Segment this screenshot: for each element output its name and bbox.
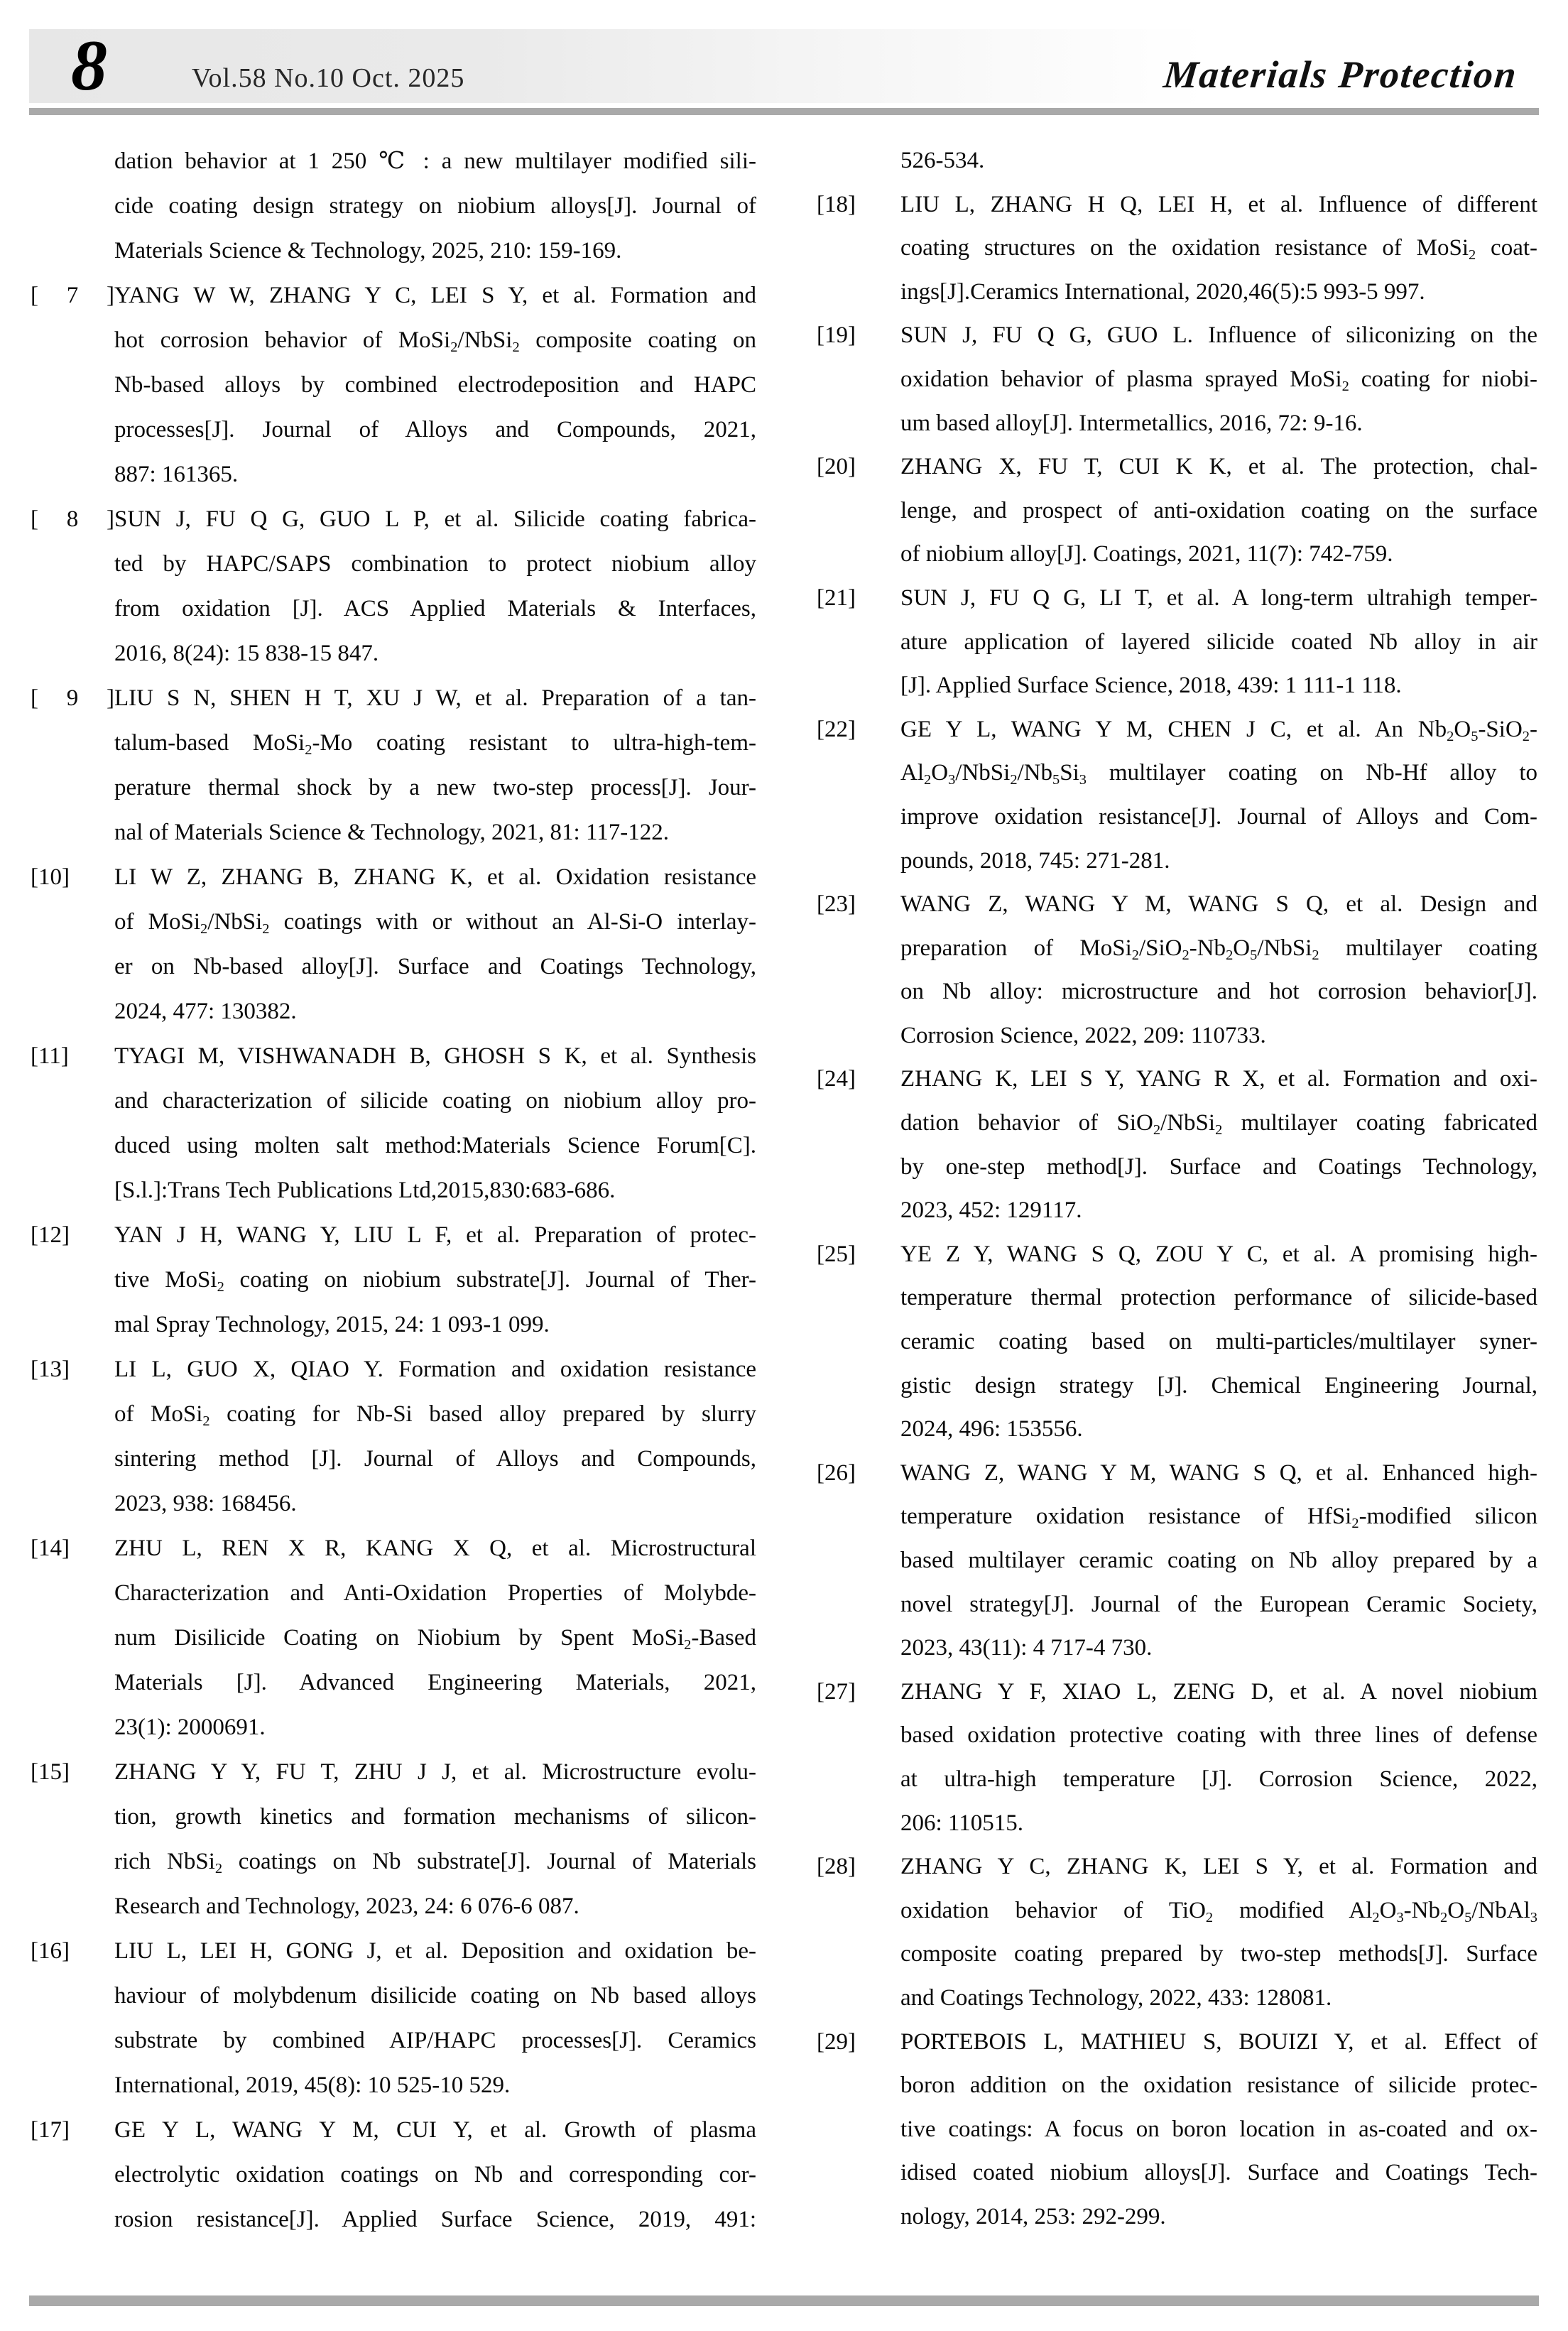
reference-line bbox=[817, 1146, 1537, 1190]
reference-number: [12] bbox=[31, 1222, 70, 1248]
reference-line bbox=[817, 1233, 1537, 1277]
reference-number: [20] bbox=[817, 454, 856, 480]
reference-number: [16] bbox=[31, 1938, 70, 1964]
reference-text: LIU S N, SHEN H T, XU J W, et al. Preparation of a tan- bbox=[114, 685, 756, 711]
reference-line bbox=[31, 497, 756, 542]
reference-text: of MoSi$_2$ coating for Nb-Si based alloy prepared by slurry bbox=[114, 1401, 756, 1430]
reference-number: [26] bbox=[817, 1460, 856, 1486]
reference-text: pounds, 2018, 745: 271-281. bbox=[900, 847, 1170, 874]
reference-line bbox=[817, 1014, 1537, 1058]
reference-line bbox=[31, 452, 756, 497]
reference-line bbox=[817, 708, 1537, 752]
reference-line bbox=[31, 1213, 756, 1258]
reference-text: composite coating prepared by two-step methods[J]. Surface bbox=[900, 1941, 1537, 1967]
reference-line bbox=[31, 1437, 756, 1482]
reference-number: [19] bbox=[817, 322, 856, 349]
reference-line bbox=[31, 1571, 756, 1616]
reference-text: duced using molten salt method:Materials Science Forum[C]. bbox=[114, 1133, 756, 1158]
reference-line bbox=[31, 1392, 756, 1437]
reference-line bbox=[817, 2195, 1537, 2239]
reference-text: oxidation behavior of plasma sprayed MoSi$_2$ coating for niobi- bbox=[900, 366, 1537, 395]
reference-line bbox=[31, 1347, 756, 1392]
reference-text: ZHANG Y Y, FU T, ZHU J J, et al. Microstructure evolu- bbox=[114, 1759, 756, 1785]
reference-text: and characterization of silicide coating on niobium alloy pro- bbox=[114, 1088, 756, 1114]
reference-line bbox=[31, 229, 756, 273]
reference-text: Materials [J]. Advanced Engineering Materials, 2021, bbox=[114, 1670, 756, 1695]
reference-line bbox=[817, 1320, 1537, 1364]
reference-text: ature application of layered silicide coated Nb alloy in air bbox=[900, 629, 1537, 655]
reference-text: ZHANG X, FU T, CUI K K, et al. The protection, chal- bbox=[900, 454, 1537, 480]
reference-line bbox=[817, 402, 1537, 446]
reference-text: LI W Z, ZHANG B, ZHANG K, et al. Oxidation resistance bbox=[114, 864, 756, 890]
reference-text: tion, growth kinetics and formation mechanisms of silicon- bbox=[114, 1804, 756, 1830]
reference-text: haviour of molybdenum disilicide coating on Nb based alloys bbox=[114, 1983, 756, 2009]
reference-line bbox=[817, 927, 1537, 971]
reference-line bbox=[31, 1929, 756, 1974]
reference-text: 526-534. bbox=[900, 148, 985, 173]
reference-text: coating structures on the oxidation resistance of MoSi$_2$ coat- bbox=[900, 235, 1537, 263]
reference-text: SUN J, FU Q G, GUO L. Influence of siliconizing on the bbox=[900, 322, 1537, 349]
reference-line bbox=[817, 1408, 1537, 1452]
reference-number: [29] bbox=[817, 2028, 856, 2055]
reference-line bbox=[31, 2018, 756, 2063]
reference-line bbox=[31, 1079, 756, 1124]
journal-name: Materials Protection bbox=[1161, 53, 1520, 96]
reference-text: gistic design strategy [J]. Chemical Engineering Journal, bbox=[900, 1372, 1537, 1398]
reference-text: hot corrosion behavior of MoSi$_2$/NbSi$_2$ composite coating on bbox=[114, 327, 756, 356]
reference-line bbox=[817, 1933, 1537, 1977]
reference-number: [18] bbox=[817, 191, 856, 217]
reference-line bbox=[31, 721, 756, 766]
references-column-right bbox=[817, 139, 1537, 2239]
reference-text: ings[J].Ceramics International, 2020,46(5):5 993-5 997. bbox=[900, 278, 1425, 305]
reference-line bbox=[817, 1977, 1537, 2021]
reference-text: [J]. Applied Surface Science, 2018, 439: 1 111-1 118. bbox=[900, 673, 1402, 699]
reference-line bbox=[817, 577, 1537, 621]
reference-line bbox=[817, 533, 1537, 577]
reference-line bbox=[31, 1884, 756, 1929]
reference-text: 206: 110515. bbox=[900, 1810, 1023, 1836]
reference-line bbox=[817, 1583, 1537, 1627]
reference-text: SUN J, FU Q G, GUO L P, et al. Silicide coating fabrica- bbox=[114, 506, 756, 532]
reference-text: nal of Materials Science & Technology, 2021, 81: 117-122. bbox=[114, 820, 669, 845]
reference-line bbox=[817, 1626, 1537, 1670]
reference-text: $Al_2O_3/NbSi_2/Nb_5Si_3$ multilayer coating on Nb-Hf alloy to bbox=[900, 760, 1537, 788]
reference-text: 23(1): 2000691. bbox=[114, 1715, 266, 1740]
reference-text: 2016, 8(24): 15 838-15 847. bbox=[114, 641, 379, 666]
reference-text: Materials Science & Technology, 2025, 210: 159-169. bbox=[114, 238, 622, 263]
reference-text: substrate by combined AIP/HAPC processes[J]. Ceramics bbox=[114, 2028, 756, 2053]
reference-text: dation behavior at 1 250 ℃ : a new multilayer modified sili- bbox=[114, 148, 756, 174]
reference-text: from oxidation [J]. ACS Applied Materials & Interfaces, bbox=[114, 596, 756, 621]
reference-text: 2023, 43(11): 4 717-4 730. bbox=[900, 1635, 1153, 1661]
reference-text: Nb-based alloys by combined electrodeposition and HAPC bbox=[114, 372, 756, 398]
reference-number: [27] bbox=[817, 1678, 856, 1705]
reference-line bbox=[31, 318, 756, 363]
reference-line bbox=[31, 2153, 756, 2197]
reference-line bbox=[31, 139, 756, 184]
reference-text: perature thermal shock by a new two-step process[J]. Jour- bbox=[114, 775, 756, 800]
reference-line bbox=[817, 970, 1537, 1014]
reference-number: [24] bbox=[817, 1066, 856, 1092]
reference-line bbox=[817, 1758, 1537, 1802]
reference-line bbox=[31, 810, 756, 855]
reference-text: Characterization and Anti-Oxidation Properties of Molybde- bbox=[114, 1580, 756, 1606]
reference-line bbox=[31, 1526, 756, 1571]
reference-text: er on Nb-based alloy[J]. Surface and Coatings Technology, bbox=[114, 954, 756, 979]
reference-line bbox=[31, 989, 756, 1034]
reference-line bbox=[817, 1452, 1537, 1496]
reference-line bbox=[31, 766, 756, 810]
header-rule bbox=[29, 108, 1539, 115]
reference-line bbox=[817, 621, 1537, 665]
reference-text: rosion resistance[J]. Applied Surface Science, 2019, 491: bbox=[114, 2207, 756, 2232]
reference-line bbox=[31, 2063, 756, 2108]
reference-text: on Nb alloy: microstructure and hot corrosion behavior[J]. bbox=[900, 979, 1537, 1005]
reference-number: [ 8 ] bbox=[31, 506, 114, 532]
reference-text: rich NbSi$_2$ coatings on Nb substrate[J]. Journal of Materials bbox=[114, 1849, 756, 1877]
reference-text: YANG W W, ZHANG Y C, LEI S Y, et al. Formation and bbox=[114, 283, 756, 308]
reference-number: [25] bbox=[817, 1241, 856, 1267]
reference-line bbox=[817, 883, 1537, 927]
reference-line bbox=[817, 227, 1537, 271]
reference-line bbox=[817, 2151, 1537, 2195]
reference-line bbox=[31, 542, 756, 587]
reference-number: [11] bbox=[31, 1043, 69, 1069]
reference-line bbox=[31, 408, 756, 452]
reference-line bbox=[31, 363, 756, 408]
reference-text: temperature oxidation resistance of HfSi$_2$-modified silicon bbox=[900, 1504, 1537, 1532]
reference-line bbox=[31, 587, 756, 631]
reference-text: based multilayer ceramic coating on Nb alloy prepared by a bbox=[900, 1548, 1537, 1573]
reference-text: tive MoSi$_2$ coating on niobium substrate[J]. Journal of Ther- bbox=[114, 1267, 756, 1295]
reference-line bbox=[817, 795, 1537, 840]
reference-line bbox=[817, 1714, 1537, 1758]
reference-line bbox=[817, 1889, 1537, 1933]
reference-text: LIU L, ZHANG H Q, LEI H, et al. Influence of different bbox=[900, 191, 1537, 217]
reference-text: 2023, 938: 168456. bbox=[114, 1491, 297, 1516]
reference-text: sintering method [J]. Journal of Alloys and Compounds, bbox=[114, 1446, 756, 1472]
reference-text: of niobium alloy[J]. Coatings, 2021, 11(7): 742-759. bbox=[900, 541, 1393, 567]
reference-text: TYAGI M, VISHWANADH B, GHOSH S K, et al. Synthesis bbox=[114, 1043, 756, 1069]
reference-line bbox=[31, 1795, 756, 1840]
reference-text: LI L, GUO X, QIAO Y. Formation and oxidation resistance bbox=[114, 1357, 756, 1382]
reference-text: WANG Z, WANG Y M, WANG S Q, et al. Enhanced high- bbox=[900, 1460, 1537, 1486]
reference-number: [ 9 ] bbox=[31, 685, 114, 711]
reference-text: of MoSi$_2$/NbSi$_2$ coatings with or without an Al-Si-O interlay- bbox=[114, 909, 756, 938]
reference-text: YE Z Y, WANG S Q, ZOU Y C, et al. A promising high- bbox=[900, 1241, 1537, 1267]
reference-line bbox=[31, 1616, 756, 1661]
reference-line bbox=[817, 2108, 1537, 2152]
reference-line bbox=[817, 183, 1537, 227]
reference-line bbox=[817, 1276, 1537, 1320]
reference-text: num Disilicide Coating on Niobium by Spent MoSi$_2$-Based bbox=[114, 1625, 756, 1653]
reference-text: 2024, 496: 153556. bbox=[900, 1416, 1083, 1442]
reference-line bbox=[817, 445, 1537, 489]
reference-line bbox=[817, 489, 1537, 533]
reference-number: [10] bbox=[31, 864, 70, 890]
reference-text: ted by HAPC/SAPS combination to protect niobium alloy bbox=[114, 551, 756, 577]
reference-text: idised coated niobium alloys[J]. Surface and Coatings Tech- bbox=[900, 2160, 1537, 2186]
reference-number: [28] bbox=[817, 1854, 856, 1880]
reference-text: 887: 161365. bbox=[114, 462, 239, 487]
reference-line bbox=[31, 855, 756, 900]
reference-text: 2024, 477: 130382. bbox=[114, 999, 297, 1024]
reference-text: preparation of $MoSi_2/SiO_2-Nb_2O_5/NbSi_2$ multilayer coating bbox=[900, 935, 1537, 963]
reference-line bbox=[31, 2108, 756, 2153]
references-column-left bbox=[31, 139, 756, 2242]
reference-text: ZHANG Y C, ZHANG K, LEI S Y, et al. Formation and bbox=[900, 1854, 1537, 1880]
reference-number: [14] bbox=[31, 1536, 70, 1561]
reference-line bbox=[31, 631, 756, 676]
reference-text: ceramic coating based on multi-particles/multilayer syner- bbox=[900, 1329, 1537, 1355]
reference-text: based oxidation protective coating with three lines of defense bbox=[900, 1722, 1537, 1749]
reference-text: novel strategy[J]. Journal of the European Ceramic Society, bbox=[900, 1591, 1537, 1617]
reference-line bbox=[817, 1495, 1537, 1539]
reference-line bbox=[31, 1034, 756, 1079]
reference-text: oxidation behavior of TiO$_2$ modified $Al_2O_3-Nb_2O_5/NbAl_3$ bbox=[900, 1897, 1537, 1925]
reference-text: electrolytic oxidation coatings on Nb and corresponding cor- bbox=[114, 2162, 756, 2188]
reference-line bbox=[31, 1124, 756, 1168]
reference-line bbox=[817, 1845, 1537, 1889]
reference-line bbox=[31, 1705, 756, 1750]
reference-text: talum-based MoSi$_2$-Mo coating resistant to ultra-high-tem- bbox=[114, 730, 756, 759]
reference-line bbox=[31, 1303, 756, 1347]
reference-line bbox=[817, 2021, 1537, 2065]
reference-line bbox=[817, 314, 1537, 358]
reference-text: and Coatings Technology, 2022, 433: 128081. bbox=[900, 1984, 1332, 2011]
reference-text: processes[J]. Journal of Alloys and Compounds, 2021, bbox=[114, 417, 756, 442]
reference-line bbox=[31, 184, 756, 229]
reference-number: [15] bbox=[31, 1759, 70, 1785]
reference-line bbox=[817, 271, 1537, 315]
reference-line bbox=[817, 664, 1537, 708]
reference-text: boron addition on the oxidation resistance of silicide protec- bbox=[900, 2072, 1537, 2099]
reference-number: [13] bbox=[31, 1357, 70, 1382]
reference-text: International, 2019, 45(8): 10 525-10 529. bbox=[114, 2072, 511, 2098]
reference-text: SUN J, FU Q G, LI T, et al. A long-term ultrahigh temper- bbox=[900, 585, 1537, 611]
reference-line bbox=[31, 900, 756, 945]
reference-line bbox=[817, 139, 1537, 183]
reference-text: Research and Technology, 2023, 24: 6 076-6 087. bbox=[114, 1893, 579, 1919]
volume-info: Vol.58 No.10 Oct. 2025 bbox=[192, 63, 465, 93]
reference-line bbox=[31, 1482, 756, 1526]
reference-line bbox=[31, 2197, 756, 2242]
reference-line bbox=[31, 1750, 756, 1795]
reference-text: tive coatings: A focus on boron location in as-coated and ox- bbox=[900, 2116, 1537, 2142]
reference-text: WANG Z, WANG Y M, WANG S Q, et al. Design and bbox=[900, 891, 1537, 918]
reference-line bbox=[817, 1539, 1537, 1583]
reference-line bbox=[817, 1189, 1537, 1233]
reference-text: ZHU L, REN X R, KANG X Q, et al. Microstructural bbox=[114, 1536, 756, 1561]
page-number: 8 bbox=[71, 26, 107, 106]
reference-text: GE Y L, WANG Y M, CUI Y, et al. Growth of plasma bbox=[114, 2117, 756, 2143]
reference-text: ZHANG K, LEI S Y, YANG R X, et al. Formation and oxi- bbox=[900, 1066, 1537, 1092]
footer-rule bbox=[29, 2295, 1539, 2306]
reference-line bbox=[817, 1102, 1537, 1146]
reference-text: cide coating design strategy on niobium alloys[J]. Journal of bbox=[114, 193, 756, 219]
reference-text: 2023, 452: 129117. bbox=[900, 1197, 1082, 1224]
reference-line bbox=[817, 1058, 1537, 1102]
reference-text: by one-step method[J]. Surface and Coatings Technology, bbox=[900, 1153, 1537, 1180]
reference-text: GE Y L, WANG Y M, CHEN J C, et al. An $Nb_2O_5-SiO_2-$ bbox=[900, 716, 1537, 744]
reference-text: um based alloy[J]. Intermetallics, 2016, 72: 9-16. bbox=[900, 410, 1363, 436]
reference-text: LIU L, LEI H, GONG J, et al. Deposition and oxidation be- bbox=[114, 1938, 756, 1964]
reference-line bbox=[31, 1168, 756, 1213]
reference-line bbox=[817, 2064, 1537, 2108]
reference-number: [ 7 ] bbox=[31, 283, 114, 308]
reference-line bbox=[31, 1840, 756, 1884]
reference-line bbox=[817, 1670, 1537, 1715]
reference-text: [S.l.]:Trans Tech Publications Ltd,2015,830:683-686. bbox=[114, 1178, 616, 1203]
reference-number: [21] bbox=[817, 585, 856, 611]
reference-text: nology, 2014, 253: 292-299. bbox=[900, 2203, 1166, 2229]
reference-text: improve oxidation resistance[J]. Journal of Alloys and Com- bbox=[900, 803, 1537, 830]
reference-line bbox=[31, 273, 756, 318]
reference-line bbox=[31, 1974, 756, 2018]
reference-line bbox=[817, 840, 1537, 884]
reference-text: temperature thermal protection performance of silicide-based bbox=[900, 1285, 1537, 1311]
reference-line bbox=[817, 358, 1537, 402]
reference-line bbox=[817, 1802, 1537, 1846]
reference-text: at ultra-high temperature [J]. Corrosion Science, 2022, bbox=[900, 1766, 1537, 1792]
reference-number: [17] bbox=[31, 2117, 70, 2143]
reference-line bbox=[31, 945, 756, 989]
reference-line bbox=[31, 676, 756, 721]
reference-text: ZHANG Y F, XIAO L, ZENG D, et al. A novel niobium bbox=[900, 1678, 1537, 1705]
reference-number: [23] bbox=[817, 891, 856, 918]
reference-text: dation behavior of SiO$_2$/NbSi$_2$ multilayer coating fabricated bbox=[900, 1110, 1537, 1139]
reference-text: PORTEBOIS L, MATHIEU S, BOUIZI Y, et al. Effect of bbox=[900, 2028, 1537, 2055]
reference-number: [22] bbox=[817, 716, 856, 742]
reference-line bbox=[817, 1364, 1537, 1408]
reference-line bbox=[31, 1258, 756, 1303]
reference-text: lenge, and prospect of anti-oxidation coating on the surface bbox=[900, 497, 1537, 523]
reference-text: mal Spray Technology, 2015, 24: 1 093-1 099. bbox=[114, 1312, 550, 1337]
reference-line bbox=[31, 1661, 756, 1705]
reference-line bbox=[817, 751, 1537, 795]
reference-text: Corrosion Science, 2022, 209: 110733. bbox=[900, 1022, 1266, 1048]
reference-text: YAN J H, WANG Y, LIU L F, et al. Preparation of protec- bbox=[114, 1222, 756, 1248]
